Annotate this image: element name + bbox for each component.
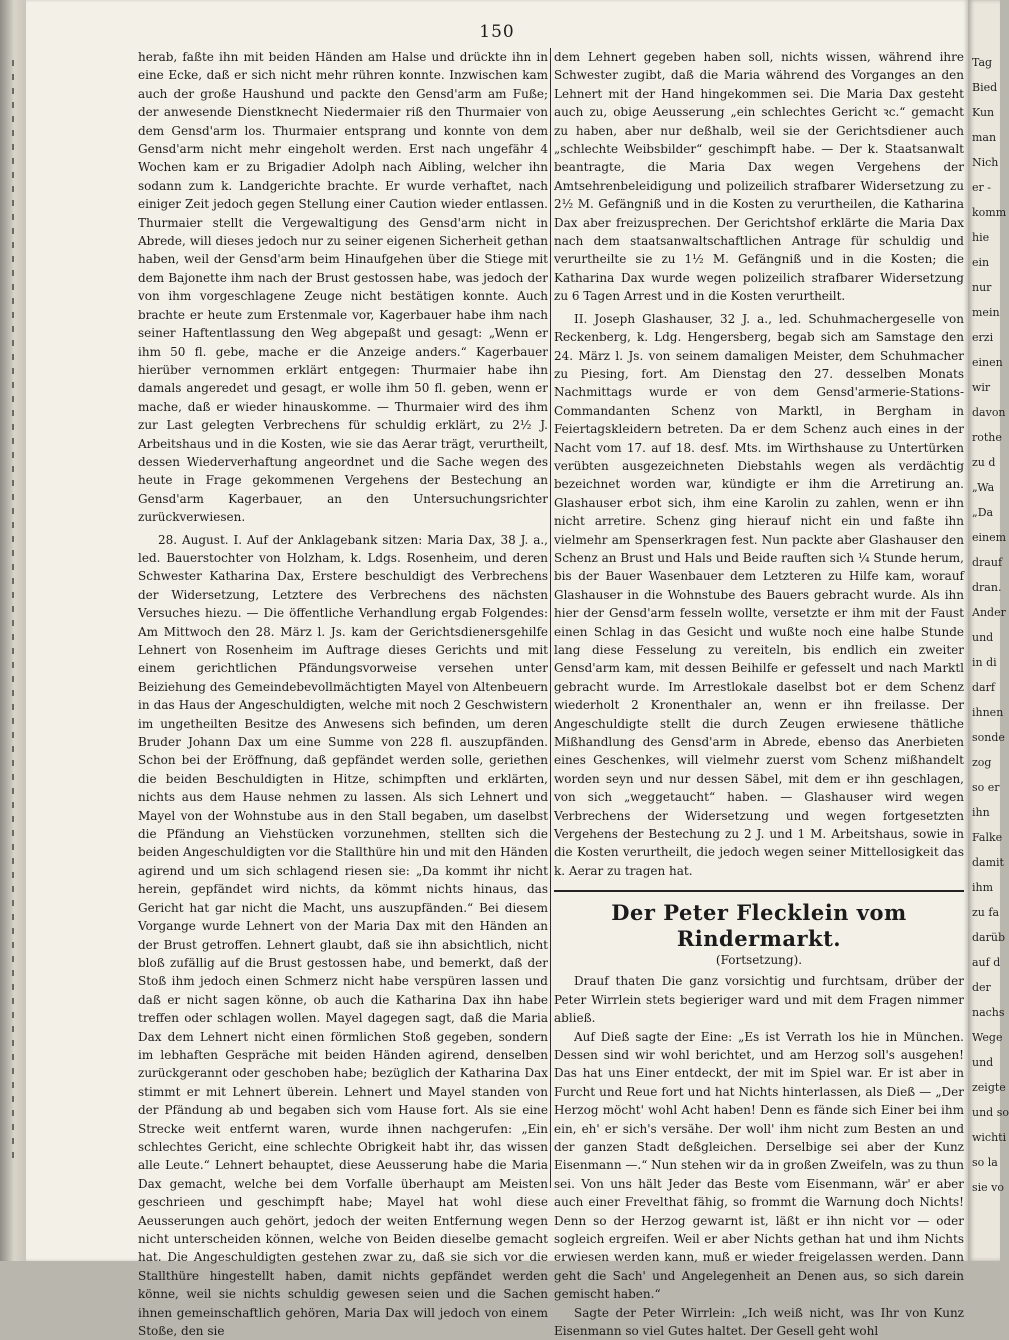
next-page-fragment: Bied xyxy=(972,81,998,94)
next-page-fragment: und so xyxy=(972,1106,1009,1119)
next-page-fragment: nur xyxy=(972,281,992,294)
next-page-fragment: Kun xyxy=(972,106,995,119)
next-page-fragment: darüb xyxy=(972,931,1005,944)
newspaper-page xyxy=(26,0,968,1339)
feuilleton-paragraph: Drauf thaten Die ganz vorsichtig und furchtsam, drüber der Peter Wirrlein stets begieriger ward und mit dem Fragen nimmer abließ. xyxy=(554,974,964,1026)
next-page-fragment: erzi xyxy=(972,331,994,344)
next-page-fragment: ihn xyxy=(972,806,990,819)
next-page-fragment: einen xyxy=(972,356,1003,369)
next-page-fragment: so la xyxy=(972,1156,998,1169)
feuilleton-paragraph: Sagte der Peter Wirrlein: „Ich weiß nicht, was Ihr von Kunz Eisenmann so viel Gutes haltet. Der Gesell geht wohl xyxy=(554,1305,964,1338)
article-paragraph: 28. August. I. Auf der Anklagebank sitzen: Maria Dax, 38 J. a., led. Bauerstochter von Holzham, k. Ldgs. Rosenheim, und deren Schwester Katharina Dax, Erstere beschuldigt des Verbrechens der Widersetzung, Letztere des Verbrechens des nächsten Versuches hiezu. — Die öffentliche Verhandlung ergab Folgendes: Am Mittwoch den 28. März l. Js. kam der Gerichtsdienersgehilfe Lehnert von Rosenheim im Auftrage dieses Gerichts und mit einem gerichtlichen Pfändungsvorweise versehen unter Beiziehung des Gemeindebevollmächtigten Mayel von Altenbeuern in das Haus der Angeschuldigten, welche mit noch 2 Geschwistern im ungetheilten Besitze des Anwesens sich befinden, um deren Bruder Johann Dax um eine Summe von 228 fl. auszupfänden. Schon bei der Eröffnung, daß gepfändet werden solle, geriethen die beiden Beschuldigten in Hitze, schimpften und erklärten, nichts aus dem Hause nehmen zu lassen. Als sich Lehnert und Mayel von der Wohnstube aus in den Stall begaben, um daselbst die Pfändung an Viehstücken vorzunehmen, stellten sich die beiden Angeschuldigten vor die Stallthüre hin und mit den Händen agirend und um sich schlagend riesen sie: „Da kommt ihr nicht herein, gepfändet wird nichts, da kömmt nichts hinaus, das Gericht hat gar nicht die Macht, uns auszupfänden.“ Bei diesem Vorgange wurde Lehnert von der Maria Dax mit den Händen an der Brust getroffen. Lehnert glaubt, daß sie ihn absichtlich, nicht bloß zufällig auf die Brust gestossen habe, und bemerkt, daß der Stoß ihm jedoch einen Schmerz nicht habe verspüren lassen und daß er nicht sagen könne, ob auch die Katharina Dax ihn habe treffen oder schlagen wollen. Mayel dagegen sagt, daß die Maria Dax dem Lehnert nicht einen förmlichen Stoß gegeben, sondern im lebhaften Gespräche mit beiden Händen agirend, denselben zurückgerannt oder geschoben habe; bezüglich der Katharina Dax stimmt er mit Lehnert überein. Lehnert und Mayel standen von der Pfändung ab und begaben sich vom Hause fort. Als sie eine Strecke weit entfernt waren, wurde ihnen nachgerufen: „Ein schlechtes Gericht, eine schlechte Obrigkeit habt ihr, das wissen alle Leute.“ Lehnert behauptet, diese Aeusserung habe die Maria Dax gemacht, welche bei dem Vorfalle überhaupt am Meisten geschrieen und geschimpft habe; Mayel hat wohl diese Aeusserungen auch gehört, jedoch der weiten Entfernung wegen nicht unterscheiden können, welche von Beiden dieselbe gemacht hat. Die Angeschuldigten gestehen zwar zu, daß sie sich vor die Stallthüre hingestellt haben, damit nichts gepfändet werden könne, weil sie nichts schuldig gewesen seien und die Sachen ihnen gemeinschaftlich gehören, Maria Dax will jedoch von einem Stoße, den sie xyxy=(138,532,548,1339)
next-page-edge xyxy=(968,0,1009,1261)
book-binding xyxy=(0,0,26,1261)
next-page-fragment: Ander xyxy=(972,606,1006,619)
next-page-fragment: in di xyxy=(972,656,997,669)
next-page-fragment: ihnen xyxy=(972,706,1004,719)
next-page-fragment: „Da xyxy=(972,506,994,519)
next-page-fragment: drauf xyxy=(972,556,1003,569)
feuilleton-subtitle: (Fortsetzung). xyxy=(715,953,803,968)
next-page-fragment: davon xyxy=(972,406,1006,419)
next-page-fragment: hie xyxy=(972,231,990,244)
next-page-fragment: ihm xyxy=(972,881,994,894)
article-paragraph: II. Joseph Glashauser, 32 J. a., led. Schuhmachergeselle von Reckenberg, k. Ldg. Hengersberg, begab sich am Samstage den 24. März l. Js. von seinem damaligen Meister, dem Schuhmacher zu Piesing, fort. Am Dienstag den 27. desselben Monats Nachmittags wurde er von dem Gensd'armerie-Stations-Commandanten Schenz von Marktl, in Bergham in Feiertagskleidern betreten. Da er dem Schenz auch eines in der Nacht vom 17. auf 18. desf. Mts. im Wirthshause zu Untertürken verübten ausgezeichneten Diebstahls wegen als verdächtig bezeichnet worden war, kündigte er ihm die Arretirung an. Glashauser erbot sich, ihm eine Karolin zu zahlen, wenn er ihn nicht arretire. Schenz ging hierauf nicht ein und faßte ihn vielmehr am Spenserkragen fest. Nun packte aber Glashauser den Schenz an Brust und Hals und Beide rauften sich ¼ Stunde herum, bis der Bauer Wasenbauer dem Letzteren zu Hilfe kam, worauf Glashauser in die Wohnstube des Bauers gebracht wurde. Als ihn hier der Gensd'arm fesseln wollte, versetzte er ihm mit der Faust einen Schlag in das Gesicht und wußte noch eine halbe Stunde lang diese Fesselung zu vereiteln, bis endlich ein zweiter Gensd'arm kam, mit dessen Beihilfe er gefesselt und nach Marktl gebracht wurde. Im Arrestlokale daselbst bot er dem Schenz wiederholt 2 Kronenthaler an, wenn er ihn freilasse. Der Angeschuldigte stellt die durch Zeugen erwiesene thätliche Mißhandlung des Gensd'arm in Abrede, ebenso das Anerbieten eines Geschenkes, will vielmehr zuerst vom Schenz mißhandelt worden seyn und nur dessen Säbel, mit dem er ihn geschlagen, von sich „weggetaucht“ haben. — Glashauser wird wegen Verbrechens der Widersetzung und wegen fortgesetzten Vergehens der Bestechung zu 2 J. und 1 M. Arbeitshaus, sowie in die Kosten verurtheilt, die jedoch wegen seiner Mittellosigkeit das k. Aerar zu tragen hat. xyxy=(554,311,964,878)
article-paragraph: dem Lehnert gegeben haben soll, nichts wissen, während ihre Schwester zugibt, daß die Maria während des Vorganges an den Lehnert mit der Hand hingekommen sei. Die Maria Dax gesteht auch zu, obige Aeusserung „ein schlechtes Gericht ꝛc.“ gemacht zu haben, aber nur deßhalb, weil sie der Gerichtsdiener auch „schlechte Weibsbilder“ geschimpft habe. — Der k. Staatsanwalt beantragte, die Maria Dax wegen Vergehens der Amtsehrenbeleidigung und polizeilich strafbarer Widersetzung zu 2½ M. Gefängniß und in die Kosten zu verurtheilen, die Katharina Dax aber freizusprechen. Der Gerichtshof erklärte die Maria Dax nach dem staatsanwaltschaftlichen Antrage für schuldig und verurtheilte sie zu 1½ M. Gefängniß und in die Kosten; die Katharina Dax wurde wegen polizeilich strafbarer Widersetzung zu 6 Tagen Arrest und in die Kosten verurtheilt. xyxy=(554,50,964,304)
next-page-fragment: der xyxy=(972,981,991,994)
next-page-fragment: wichti xyxy=(972,1131,1007,1144)
right-column xyxy=(554,48,964,1338)
next-page-fragment: Wege xyxy=(972,1031,1003,1044)
next-page-fragment: darf xyxy=(972,681,995,694)
next-page-fragment: auf d xyxy=(972,956,1001,969)
next-page-fragment: wir xyxy=(972,381,991,394)
next-page-fragment: einem xyxy=(972,531,1007,544)
left-column xyxy=(138,48,548,1339)
next-page-fragment: rothe xyxy=(972,431,1002,444)
next-page-fragment: sonde xyxy=(972,731,1005,744)
next-page-fragment: zog xyxy=(972,756,992,769)
next-page-fragment: damit xyxy=(972,856,1004,869)
next-page-fragment: und xyxy=(972,631,994,644)
next-page-fragment: er - xyxy=(972,181,991,194)
next-page-fragment: sie vo xyxy=(972,1181,1005,1194)
next-page-fragment: zu fa xyxy=(972,906,1000,919)
next-page-fragment: zeigte xyxy=(972,1081,1006,1094)
article-paragraph: herab, faßte ihn mit beiden Händen am Halse und drückte ihn in eine Ecke, daß er sich nicht mehr rühren konnte. Inzwischen kam auch der große Haushund und packte den Gensd'arm am Fuße; der anwesende Dienstknecht Niedermaier riß den Thurmaier von dem Gensd'arm los. Thurmaier entsprang und konnte von dem Gensd'arm nicht mehr eingeholt werden. Erst nach ungefähr 4 Wochen kam er zu Brigadier Adolph nach Aibling, welcher ihn sodann zum k. Landgerichte brachte. Er wurde verhaftet, nach einiger Zeit jedoch gegen Stellung einer Caution wieder entlassen. Thurmaier stellt die Vergewaltigung des Gensd'arm nicht in Abrede, will dieses jedoch nur zu seiner eigenen Sicherheit gethan haben, weil der Gensd'arm beim Hinaufgehen über die Stiege mit dem Bajonette ihm nach der Brust gestossen habe, was jedoch der von ihm vorgeschlagene Zeuge nicht bestätigen konnte. Auch brachte er heute zum Erstenmale vor, Kagerbauer habe ihm nach seiner Haftentlassung den Weg abgepaßt und gesagt: „Wenn er ihm 50 fl. gebe, mache er die Anzeige anders.“ Kagerbauer hierüber vernommen erklärt entgegen: Thurmaier habe ihn damals angeredet und gesagt, er wolle ihm 50 fl. geben, wenn er mache, daß er wieder hinauskomme. — Thurmaier wird des ihm zur Last gelegten Verbrechens für schuldig erklärt, zu 2½ J. Arbeitshaus und in die Kosten, wie sie das Aerar trägt, verurtheilt, dessen Wiederverhaftung angeordnet und die Sache wegen des heute in Frage gekommenen Vergehens der Bestechung an Gensd'arm Kagerbauer, an den Untersuchungsrichter zurückverwiesen. xyxy=(138,50,548,525)
feuilleton-paragraph: Auf Dieß sagte der Eine: „Es ist Verrath los hie in München. Dessen sind wir wohl berichtet, und am Herzog soll's ausgehen! Das hat uns Einer entdeckt, der mit im Spiel war. Er ist aber in Furcht und Reue fort und hat Nichts hinterlassen, als Dieß — „Der Herzog möcht' wohl Acht haben! Denn es fände sich Einer bei ihm ein, eh' er sich's versähe. Der woll' ihm nicht zum Besten an und der ganzen Stadt deßgleichen. Derselbige sei aber der Kunz Eisenmann —.“ Nun stehen wir da in großen Zweifeln, was zu thun sei. Von uns hält Jeder das Beste vom Eisenmann, wär' er aber auch einer Frevelthat fähig, so frommt die Warnung doch Nichts! Denn so der Herzog gewarnt ist, läßt er ihn nicht vor — oder sogleich ergreifen. Weil er aber Nichts gethan hat und ihm Nichts erwiesen werden kann, muß er wieder freigelassen werden. Dann geht die Sach' und Angelegenheit an Denen aus, so sich darein gemischt haben.“ xyxy=(554,1029,964,1302)
next-page-fragment: dran. xyxy=(972,581,1002,594)
next-page-fragment: „Wa xyxy=(972,481,995,494)
next-page-fragment: nachs xyxy=(972,1006,1005,1019)
next-page-fragment: Nich xyxy=(972,156,999,169)
next-page-fragment: zu d xyxy=(972,456,996,469)
column-divider xyxy=(550,48,551,1188)
feuilleton-section xyxy=(554,900,964,1340)
next-page-fragment: Tag xyxy=(972,56,993,69)
next-page-fragment: so er xyxy=(972,781,1000,794)
binding-stitch xyxy=(12,60,14,1160)
page-number: 150 xyxy=(479,22,515,42)
section-rule xyxy=(554,890,964,892)
next-page-fragment: komm xyxy=(972,206,1007,219)
next-page-fragment: man xyxy=(972,131,997,144)
next-page-fragment: und xyxy=(972,1056,994,1069)
next-page-fragment: Falke xyxy=(972,831,1003,844)
next-page-fragment: mein xyxy=(972,306,1000,319)
next-page-fragment: ein xyxy=(972,256,990,269)
feuilleton-title: Der Peter Flecklein vom Rindermarkt. xyxy=(611,900,907,952)
